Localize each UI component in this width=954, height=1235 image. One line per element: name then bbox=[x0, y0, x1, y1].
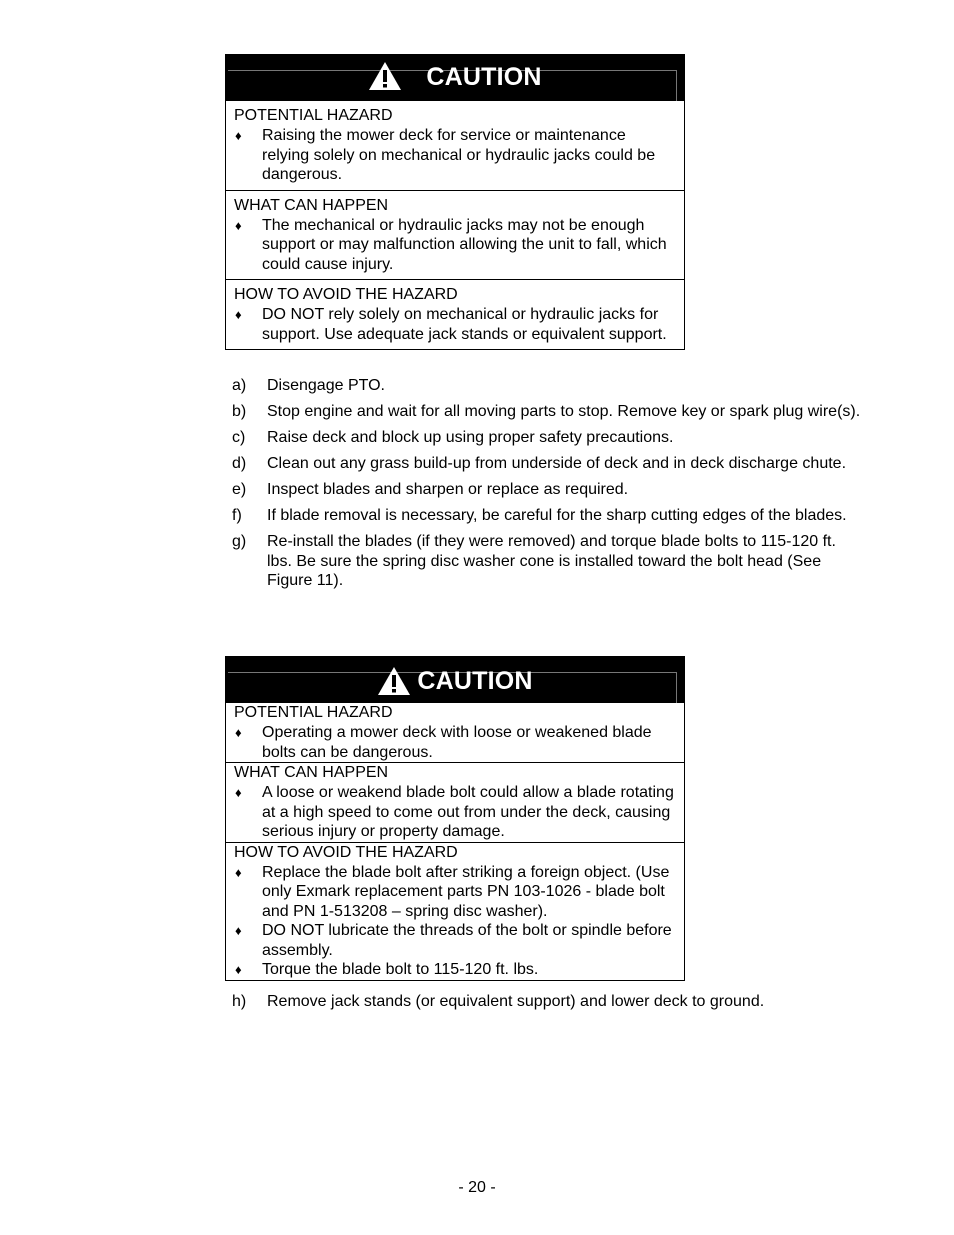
caution-title-text: CAUTION bbox=[417, 667, 533, 696]
page-number: - 20 - bbox=[458, 1179, 496, 1196]
bullet-item bbox=[234, 863, 676, 922]
step-text: Inspect blades and sharpen or replace as required. bbox=[267, 481, 629, 498]
caution-title-text: CAUTION bbox=[426, 63, 542, 92]
bullet-text: DO NOT rely solely on mechanical or hydraulic jacks for support. Use adequate jack stands or equivalent support. bbox=[262, 306, 667, 343]
bullet-item bbox=[234, 960, 676, 980]
section-heading: POTENTIAL HAZARD bbox=[234, 107, 393, 124]
section-heading: POTENTIAL HAZARD bbox=[234, 704, 393, 721]
potential-hazard-section bbox=[226, 703, 684, 762]
step-text: Re-install the blades (if they were removed) and torque blade bolts to 115-120 ft. lbs. Be sure the spring disc washer cone is installed toward the bolt head (See Figure 11). bbox=[267, 533, 836, 589]
caution-box-blade-bolts bbox=[225, 656, 685, 981]
step-item bbox=[232, 532, 864, 591]
procedure-steps-final bbox=[232, 992, 864, 1018]
step-item bbox=[232, 428, 864, 448]
step-item bbox=[232, 506, 864, 526]
step-item bbox=[232, 454, 864, 474]
step-item bbox=[232, 992, 864, 1012]
diamond-bullet-icon: ♦ bbox=[235, 128, 242, 143]
bullet-item bbox=[234, 216, 676, 275]
bullet-item bbox=[234, 126, 676, 185]
bullet-text: Raising the mower deck for service or maintenance relying solely on mechanical or hydraulic jacks could be dangerous. bbox=[262, 127, 656, 183]
caution-header bbox=[226, 55, 684, 101]
caution-title bbox=[226, 55, 684, 101]
warning-triangle-icon bbox=[377, 666, 411, 696]
what-can-happen-section bbox=[226, 190, 684, 280]
step-text: Remove jack stands (or equivalent support) and lower deck to ground. bbox=[267, 993, 765, 1010]
step-letter: b) bbox=[232, 403, 247, 420]
caution-box-jacks bbox=[225, 54, 685, 350]
section-heading: HOW TO AVOID THE HAZARD bbox=[234, 286, 458, 303]
diamond-bullet-icon: ♦ bbox=[235, 923, 242, 938]
diamond-bullet-icon: ♦ bbox=[235, 307, 242, 322]
procedure-steps bbox=[232, 376, 864, 597]
diamond-bullet-icon: ♦ bbox=[235, 864, 242, 880]
warning-triangle-icon bbox=[368, 61, 402, 91]
potential-hazard-section bbox=[226, 101, 684, 190]
bullet-item bbox=[234, 921, 676, 960]
step-item bbox=[232, 376, 864, 396]
diamond-bullet-icon: ♦ bbox=[235, 785, 242, 800]
step-letter: f) bbox=[232, 507, 242, 524]
how-to-avoid-section bbox=[226, 279, 684, 349]
section-heading: WHAT CAN HAPPEN bbox=[234, 196, 389, 214]
diamond-bullet-icon: ♦ bbox=[235, 725, 242, 740]
step-letter: g) bbox=[232, 533, 247, 550]
step-text: If blade removal is necessary, be careful for the sharp cutting edges of the blades. bbox=[267, 507, 847, 524]
diamond-bullet-icon: ♦ bbox=[235, 962, 242, 977]
bullet-text: DO NOT lubricate the threads of the bolt or spindle before assembly. bbox=[262, 922, 672, 959]
what-can-happen-section bbox=[226, 762, 684, 842]
bullet-text: Operating a mower deck with loose or weakened blade bolts can be dangerous. bbox=[262, 724, 652, 761]
bullet-text: A loose or weakend blade bolt could allow a blade rotating at a high speed to come out from under the deck, causing serious injury or property damage. bbox=[262, 784, 674, 840]
step-letter: d) bbox=[232, 455, 247, 472]
diamond-bullet-icon: ♦ bbox=[235, 217, 242, 233]
step-text: Clean out any grass build-up from underside of deck and in deck discharge chute. bbox=[267, 455, 847, 472]
step-item bbox=[232, 402, 864, 422]
step-item bbox=[232, 480, 864, 500]
bullet-item bbox=[234, 305, 676, 344]
bullet-text: The mechanical or hydraulic jacks may not be enough support or may malfunction allowing the unit to fall, which could cause injury. bbox=[262, 216, 667, 273]
step-letter: a) bbox=[232, 377, 247, 394]
section-heading: WHAT CAN HAPPEN bbox=[234, 764, 389, 781]
caution-title bbox=[226, 657, 684, 703]
section-heading: HOW TO AVOID THE HAZARD bbox=[234, 843, 458, 861]
step-text: Disengage PTO. bbox=[267, 377, 385, 394]
step-letter: h) bbox=[232, 993, 247, 1010]
how-to-avoid-section bbox=[226, 842, 684, 981]
caution-header bbox=[226, 657, 684, 703]
step-text: Raise deck and block up using proper safety precautions. bbox=[267, 429, 674, 446]
step-letter: e) bbox=[232, 481, 247, 498]
bullet-text: Torque the blade bolt to 115-120 ft. lbs. bbox=[262, 961, 539, 978]
step-letter: c) bbox=[232, 429, 246, 446]
bullet-item bbox=[234, 783, 676, 842]
bullet-text: Replace the blade bolt after striking a foreign object. (Use only Exmark replacement parts PN 103-1026 - blade bolt and PN 1-513208 – spring disc washer). bbox=[262, 863, 670, 920]
step-text: Stop engine and wait for all moving parts to stop. Remove key or spark plug wire(s). bbox=[267, 403, 861, 420]
bullet-item bbox=[234, 723, 676, 762]
